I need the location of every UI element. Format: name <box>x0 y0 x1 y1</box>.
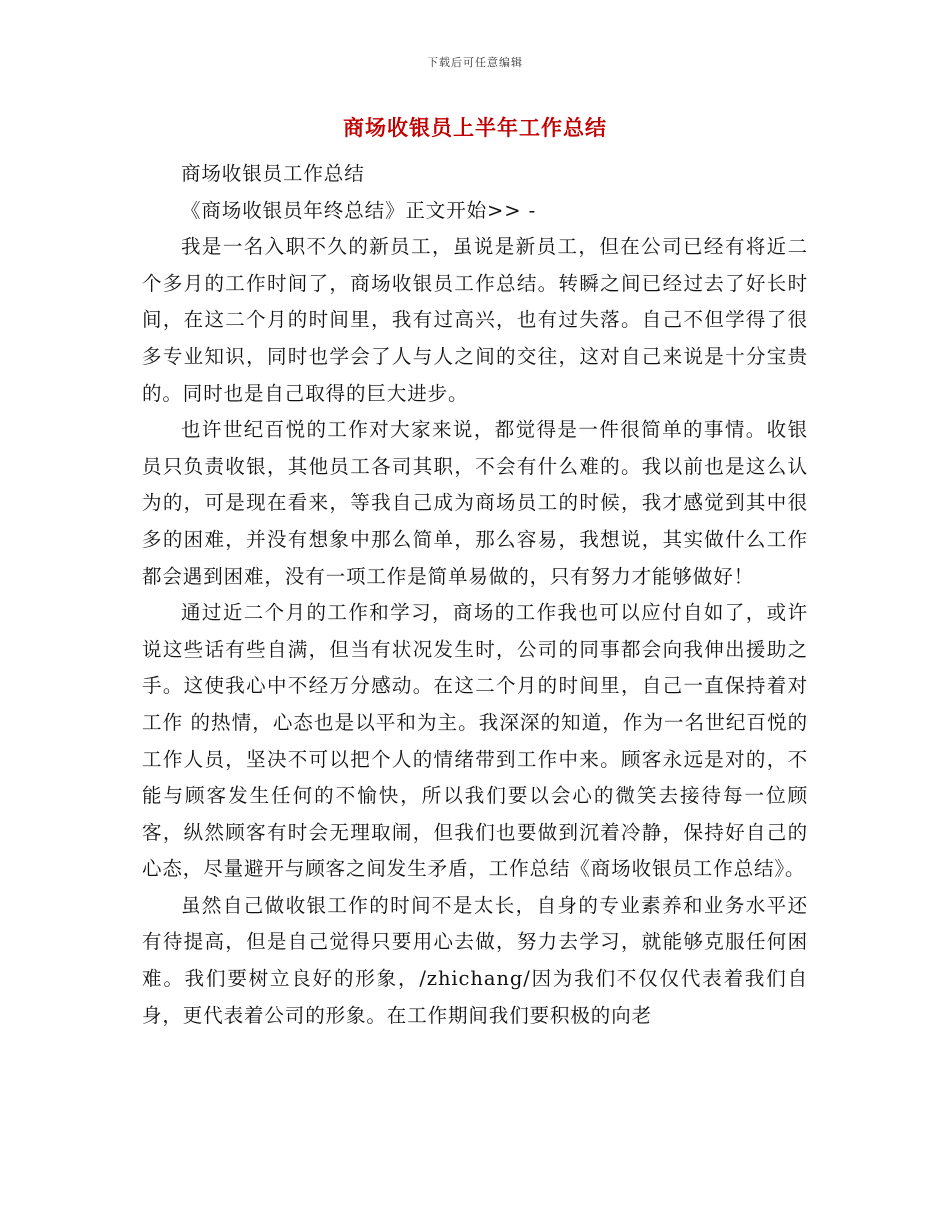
paragraph-intro-line: 《商场收银员年终总结》正文开始>> - <box>181 198 537 222</box>
header-note: 下载后可任意编辑 <box>427 56 523 69</box>
paragraph: 也许世纪百悦的工作对大家来说，都觉得是一件很简单的事情。收银员只负责收银，其他员工各司其职，不会有什么难的。我以前也是这么认为的，可是现在看来，等我自己成为商场员工的时候，我才感觉到其中很多的困难，并没有想象中那么简单，那么容易，我想说，其实做什么工作都会遇到困难，没有一项工作是简单易做的，只有努力才能够做好！ <box>142 418 808 588</box>
paragraph-subtitle: 商场收银员工作总结 <box>181 162 365 185</box>
document-title: 商场收银员上半年工作总结 <box>343 116 607 140</box>
paragraph: 虽然自己做收银工作的时间不是太长，自身的专业素养和业务水平还有待提高，但是自己觉得只要用心去做，努力去学习，就能够克服任何困难。我们要树立良好的形象，/zhichang/因为我们不仅仅代表着我们自身，更代表着公司的形象。在工作期间我们要积极的向老 <box>142 893 808 1027</box>
paragraph: 我是一名入职不久的新员工，虽说是新员工，但在公司已经有将近二个多月的工作时间了，商场收银员工作总结。转瞬之间已经过去了好长时间，在这二个月的时间里，我有过高兴，也有过失落。自己不但学得了很多专业知识，同时也学会了人与人之间的交往，这对自己来说是十分宝贵的。同时也是自己取得的巨大进步。 <box>142 235 808 405</box>
paragraph: 通过近二个月的工作和学习，商场的工作我也可以应付自如了，或许说这些话有些自满，但当有状况发生时，公司的同事都会向我伸出援助之手。这使我心中不经万分感动。在这二个月的时间里，自己一直保持着对工作 的热情，心态也是以平和为主。我深深的知道，作为一名世纪百悦的工作人员，坚决不可以把个人的情绪带到工作中来。顾客永远是对的，不能与顾客发生任何的不愉快，所以我们要以会心的微笑去接待每一位顾客，纵然顾客有时会无理取闹，但我们也要做到沉着冷静，保持好自己的心态，尽量避开与顾客之间发生矛盾，工作总结《商场收银员工作总结》。 <box>142 601 808 881</box>
document-body <box>142 156 808 1034</box>
